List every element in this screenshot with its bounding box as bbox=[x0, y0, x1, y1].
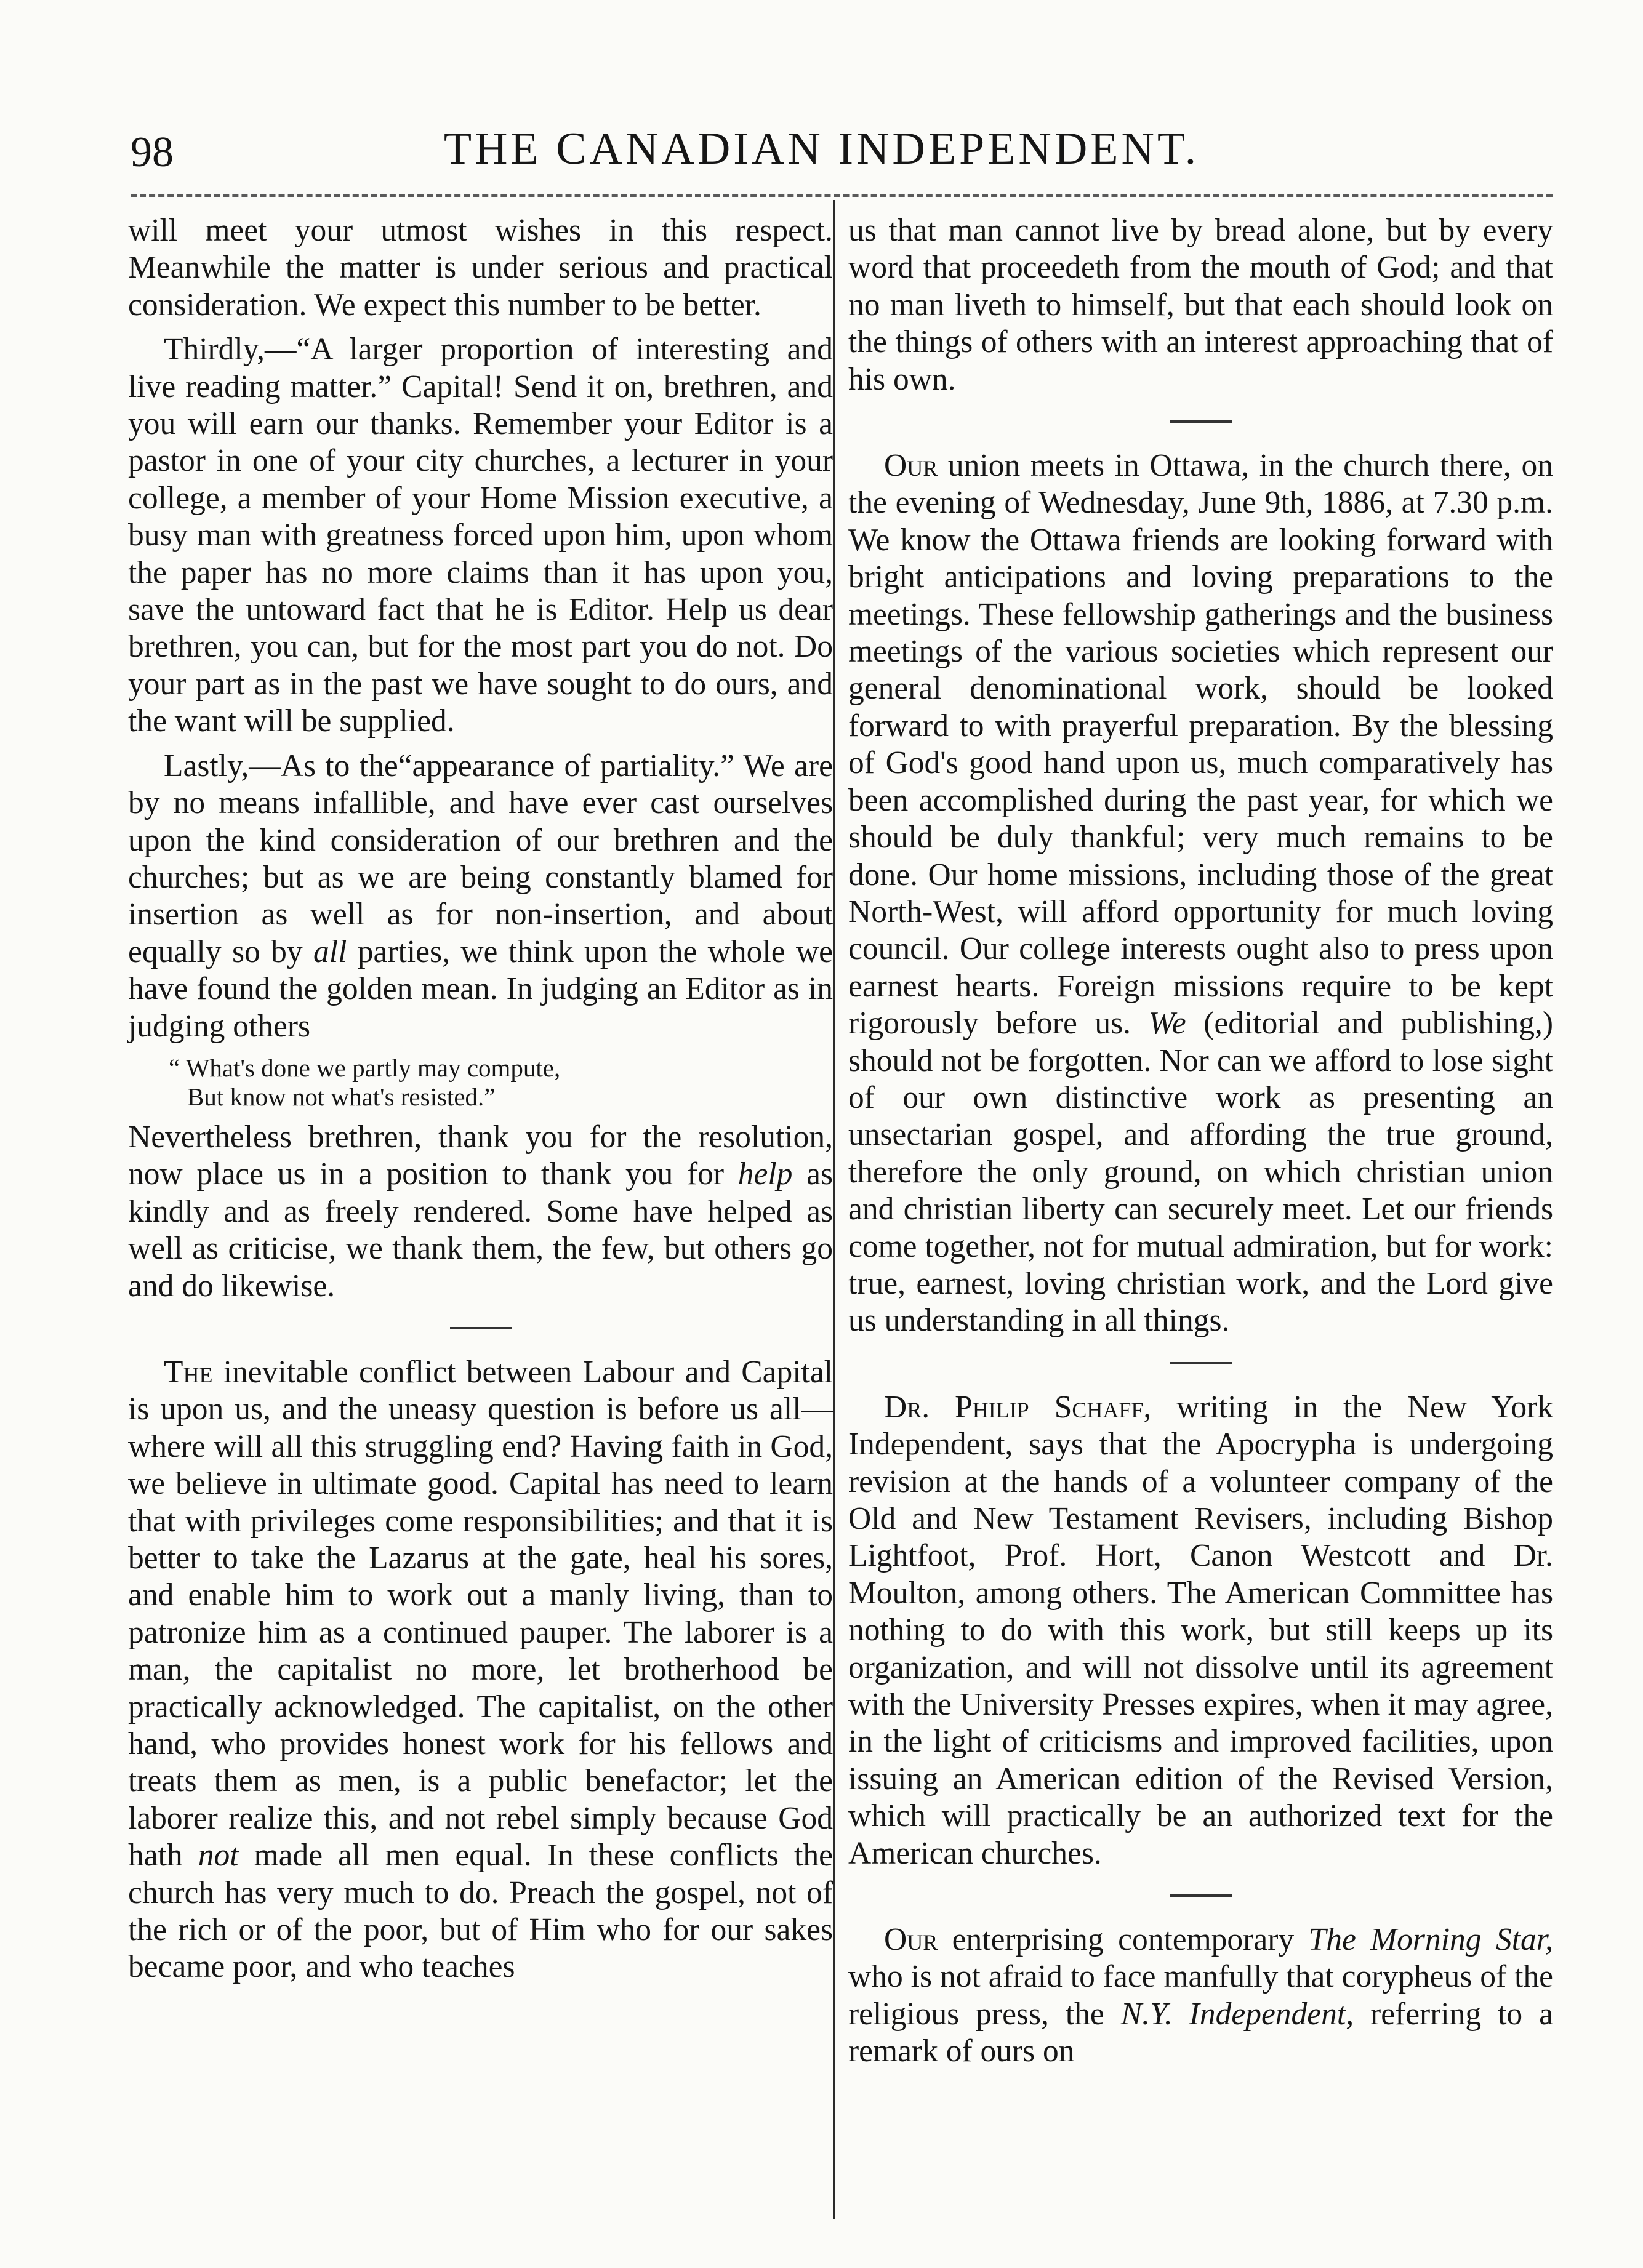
paragraph-thirdly: Thirdly,—“A larger proportion of interesting and live reading matter.” Capital! Send it on, brethren, and you will earn our thanks. Remember your Editor is a pastor in one of your city churches, a lecturer in your college, a member of your Home Mission executive, a busy man with greatness forced upon him, upon whom the paper has no more claims than it has upon you, save the untoward fact that he is Editor. Help us dear brethren, you can, but for the most part you do not. Do your part as in the past we have sought to do ours, and the want will be supplied. bbox=[128, 332, 833, 739]
running-title: THE CANADIAN INDEPENDENT. bbox=[443, 124, 1200, 174]
section-separator bbox=[1170, 420, 1232, 423]
paragraph-apocrypha: Dr. Philip Schaff, writing in the New York Independent, says that the Apocrypha is undergoing revision at the hands of a volunteer company of the Old and New Testament Revisers, including Bishop Lightfoot, Prof. Hort, Canon Westcott and Dr. Moulton, among others. The American Committee has nothing to do with this work, but still keeps up its organization, and will not dissolve until its agreement with the University Presses expires, when it may agree, in the light of criticisms and improved facilities, upon issuing an American edition of the Revised Version, which will practically be an authorized text for the American churches. bbox=[848, 1389, 1553, 1871]
paragraph-nevertheless: Nevertheless brethren, thank you for the resolution, now place us in a position to thank you for help as kindly and as freely rendered. Some have helped as well as criticise, we thank them, the few, but others go and do likewise. bbox=[128, 1119, 834, 1304]
page-number: 98 bbox=[131, 129, 174, 176]
quote-line: “ What's done we partly may compute, bbox=[169, 1053, 561, 1082]
paragraph-lastly: Lastly,—As to the“appearance of partiality.” We are by no means infallible, and have ever cast ourselves upon the kind consideration of our brethren and the churches; but as we are being constantly blamed for insertion as well as for non-insertion, and about equally so by all parties, we think upon the whole we have found the golden mean. In judging an Editor as in judging others bbox=[128, 748, 834, 1044]
paragraph: will meet your utmost wishes in this respect. Meanwhile the matter is under serious and practical consideration. We expect this number to be better. bbox=[128, 213, 833, 323]
right-column bbox=[848, 212, 1553, 2070]
section-separator bbox=[1170, 1362, 1232, 1364]
section-separator bbox=[1170, 1894, 1232, 1897]
paragraph-morning-star: Our enterprising contemporary The Morning Star, who is not afraid to face manfully that corypheus of the religious press, the N.Y. Independent, referring to a remark of ours on bbox=[848, 1922, 1553, 2069]
verse-quote bbox=[128, 1054, 833, 1112]
paragraph-labour-capital: The inevitable conflict between Labour and Capital is upon us, and the uneasy question is before us all—where will all this struggling end? Having faith in God, we believe in ultimate good. Capital has need to learn that with privileges come responsibilities; and that it is better to take the Lazarus at the gate, heal his sores, and enable him to work out a manly living, than to patronize him as a continued pauper. The laborer is a man, the capitalist no more, let brotherhood be practically acknowledged. The capitalist, on the other hand, who provides honest work for his fellows and treats them as men, is a public benefactor; let the laborer realize this, and not rebel simply because God hath not made all men equal. In these conflicts the church has very much to do. Preach the gospel, not of the rich or of the poor, but of Him who for our sakes became poor, and who teaches bbox=[128, 1354, 833, 1985]
quote-line: But know not what's resisted.” bbox=[187, 1082, 496, 1111]
paragraph-union-meeting: Our union meets in Ottawa, in the church there, on the evening of Wednesday, June 9th, 1886, at 7.30 p.m. We know the Ottawa friends are looking forward with bright anticipations and loving preparations to the meetings. These fellowship gatherings and the business meetings of the various societies which represent our general denominational work, should be looked forward to with prayerful preparation. By the blessing of God's good hand upon us, much comparatively has been accomplished during the past year, for which we should be duly thankful; very much remains to be done. Our home missions, including those of the great North-West, will afford opportunity for much loving council. Our college interests ought also to press upon earnest hearts. Foreign missions require to be kept rigorously before us. We (editorial and publishing,) should not be forgotten. Nor can we afford to lose sight of our own distinctive work as presenting an unsectarian gospel, and affording the true ground, therefore the only ground, on which christian union and christian liberty can securely meet. Let our friends come together, not for mutual admiration, but for work: true, earnest, loving christian work, and the Lord give us understanding in all things. bbox=[848, 448, 1553, 1339]
column-divider bbox=[833, 200, 835, 2219]
paragraph: us that man cannot live by bread alone, but by every word that proceedeth from the mouth of God; and that no man liveth to himself, but that each should look on the things of others with an interest approaching that of his own. bbox=[848, 213, 1553, 397]
header-rule bbox=[131, 194, 1553, 197]
left-column bbox=[128, 212, 833, 1986]
page-header bbox=[0, 0, 1643, 185]
section-separator bbox=[450, 1327, 512, 1329]
